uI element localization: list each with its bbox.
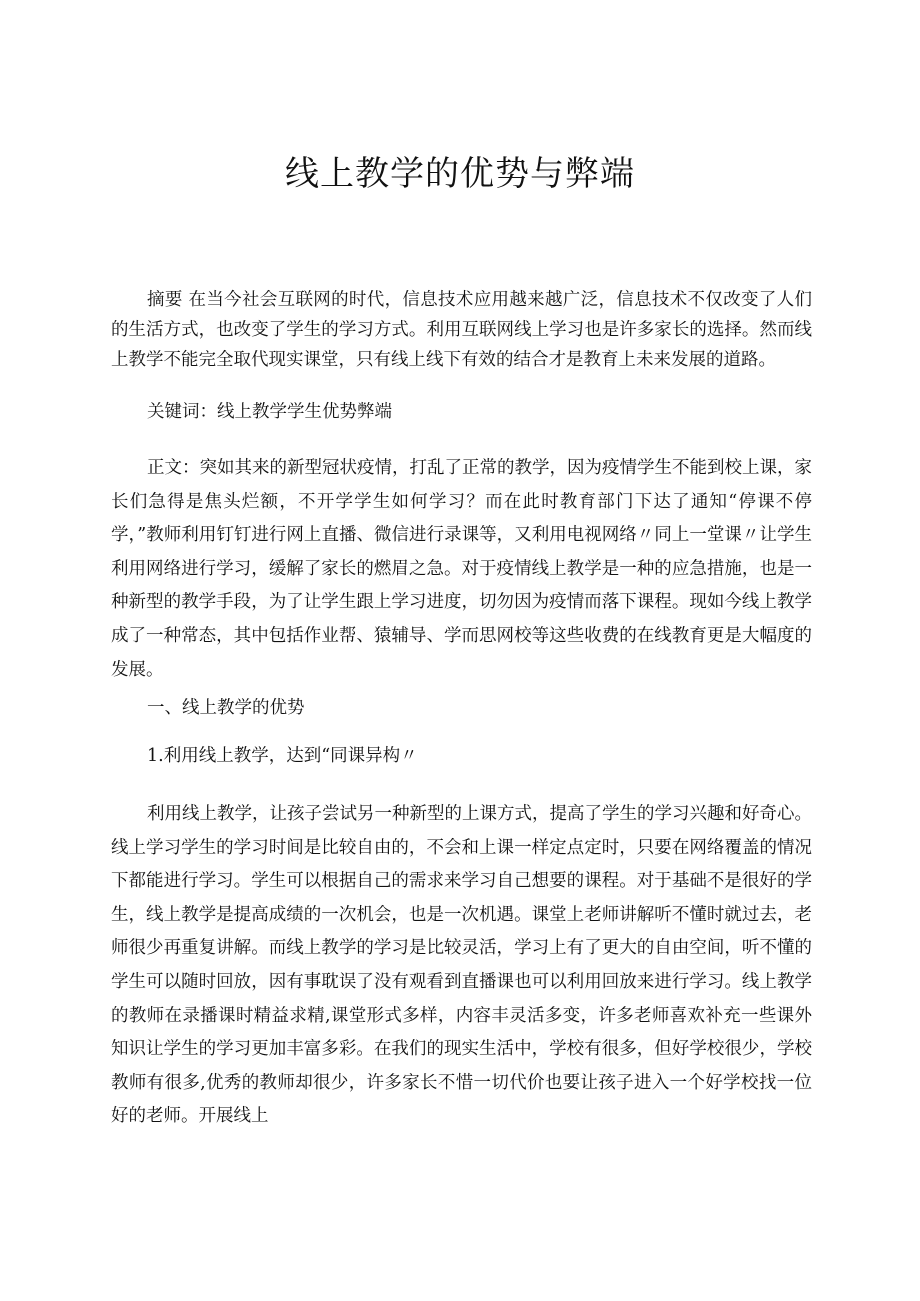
subsection-paragraph: 利用线上教学，让孩子尝试另一种新型的上课方式，提高了学生的学习兴趣和好奇心。线上学习学生的学习时间是比较自由的，不会和上课一样定点定时，只要在网络覆盖的情况下都能进行学习。学生可以根据自己的需求来学习自己想要的课程。对于基础不是很好的学生，线上教学是提高成绩的一次机会，也是一次机遇。课堂上老师讲解听不懂时就过去，老师很少再重复讲解。而线上教学的学习是比较灵活，学习上有了更大的自由空间，听不懂的学生可以随时回放，因有事耽误了没有观看到直播课也可以利用回放来进行学习。线上教学的教师在录播课时精益求精,课堂形式多样，内容丰灵活多变，许多老师喜欢补充一些课外知识让学生的学习更加丰富多彩。在我们的现实生活中，学校有很多，但好学校很少，学校教师有很多,优秀的教师却很少，许多家长不惜一切代价也要让孩子进入一个好学校找一位好的老师。开展线上	[111, 804, 812, 1127]
section-heading: 一、线上教学的优势	[147, 698, 305, 718]
keywords-line: 关键词：线上教学学生优势弊端	[147, 402, 392, 422]
abstract-paragraph: 摘要 在当今社会互联网的时代，信息技术应用越来越广泛，信息技术不仅改变了人们的生活方式，也改变了学生的学习方式。利用互联网线上学习也是许多家长的选择。然而线上教学不能完全取代现实课堂，只有线上线下有效的结合才是教育上未来发展的道路。	[111, 290, 812, 370]
document-title: 线上教学的优势与弊端	[285, 154, 635, 194]
subsection-heading: 1.利用线上教学，达到“同课异构〃	[147, 746, 418, 766]
body-intro-paragraph: 正文：突如其来的新型冠状疫情，打乱了正常的教学，因为疫情学生不能到校上课，家长们急得是焦头烂额，不开学学生如何学习？而在此时教育部门下达了通知“停课不停学，”教师利用钉钉进行网上直播、微信进行录课等，又利用电视网络〃同上一堂课〃让学生利用网络进行学习，缓解了家长的燃眉之急。对于疫情线上教学是一种的应急措施，也是一种新型的教学手段，为了让学生跟上学习进度，切勿因为疫情而落下课程。现如今线上教学成了一种常态，其中包括作业帮、猿辅导、学而思网校等这些收费的在线教育更是大幅度的发展。	[111, 458, 812, 680]
